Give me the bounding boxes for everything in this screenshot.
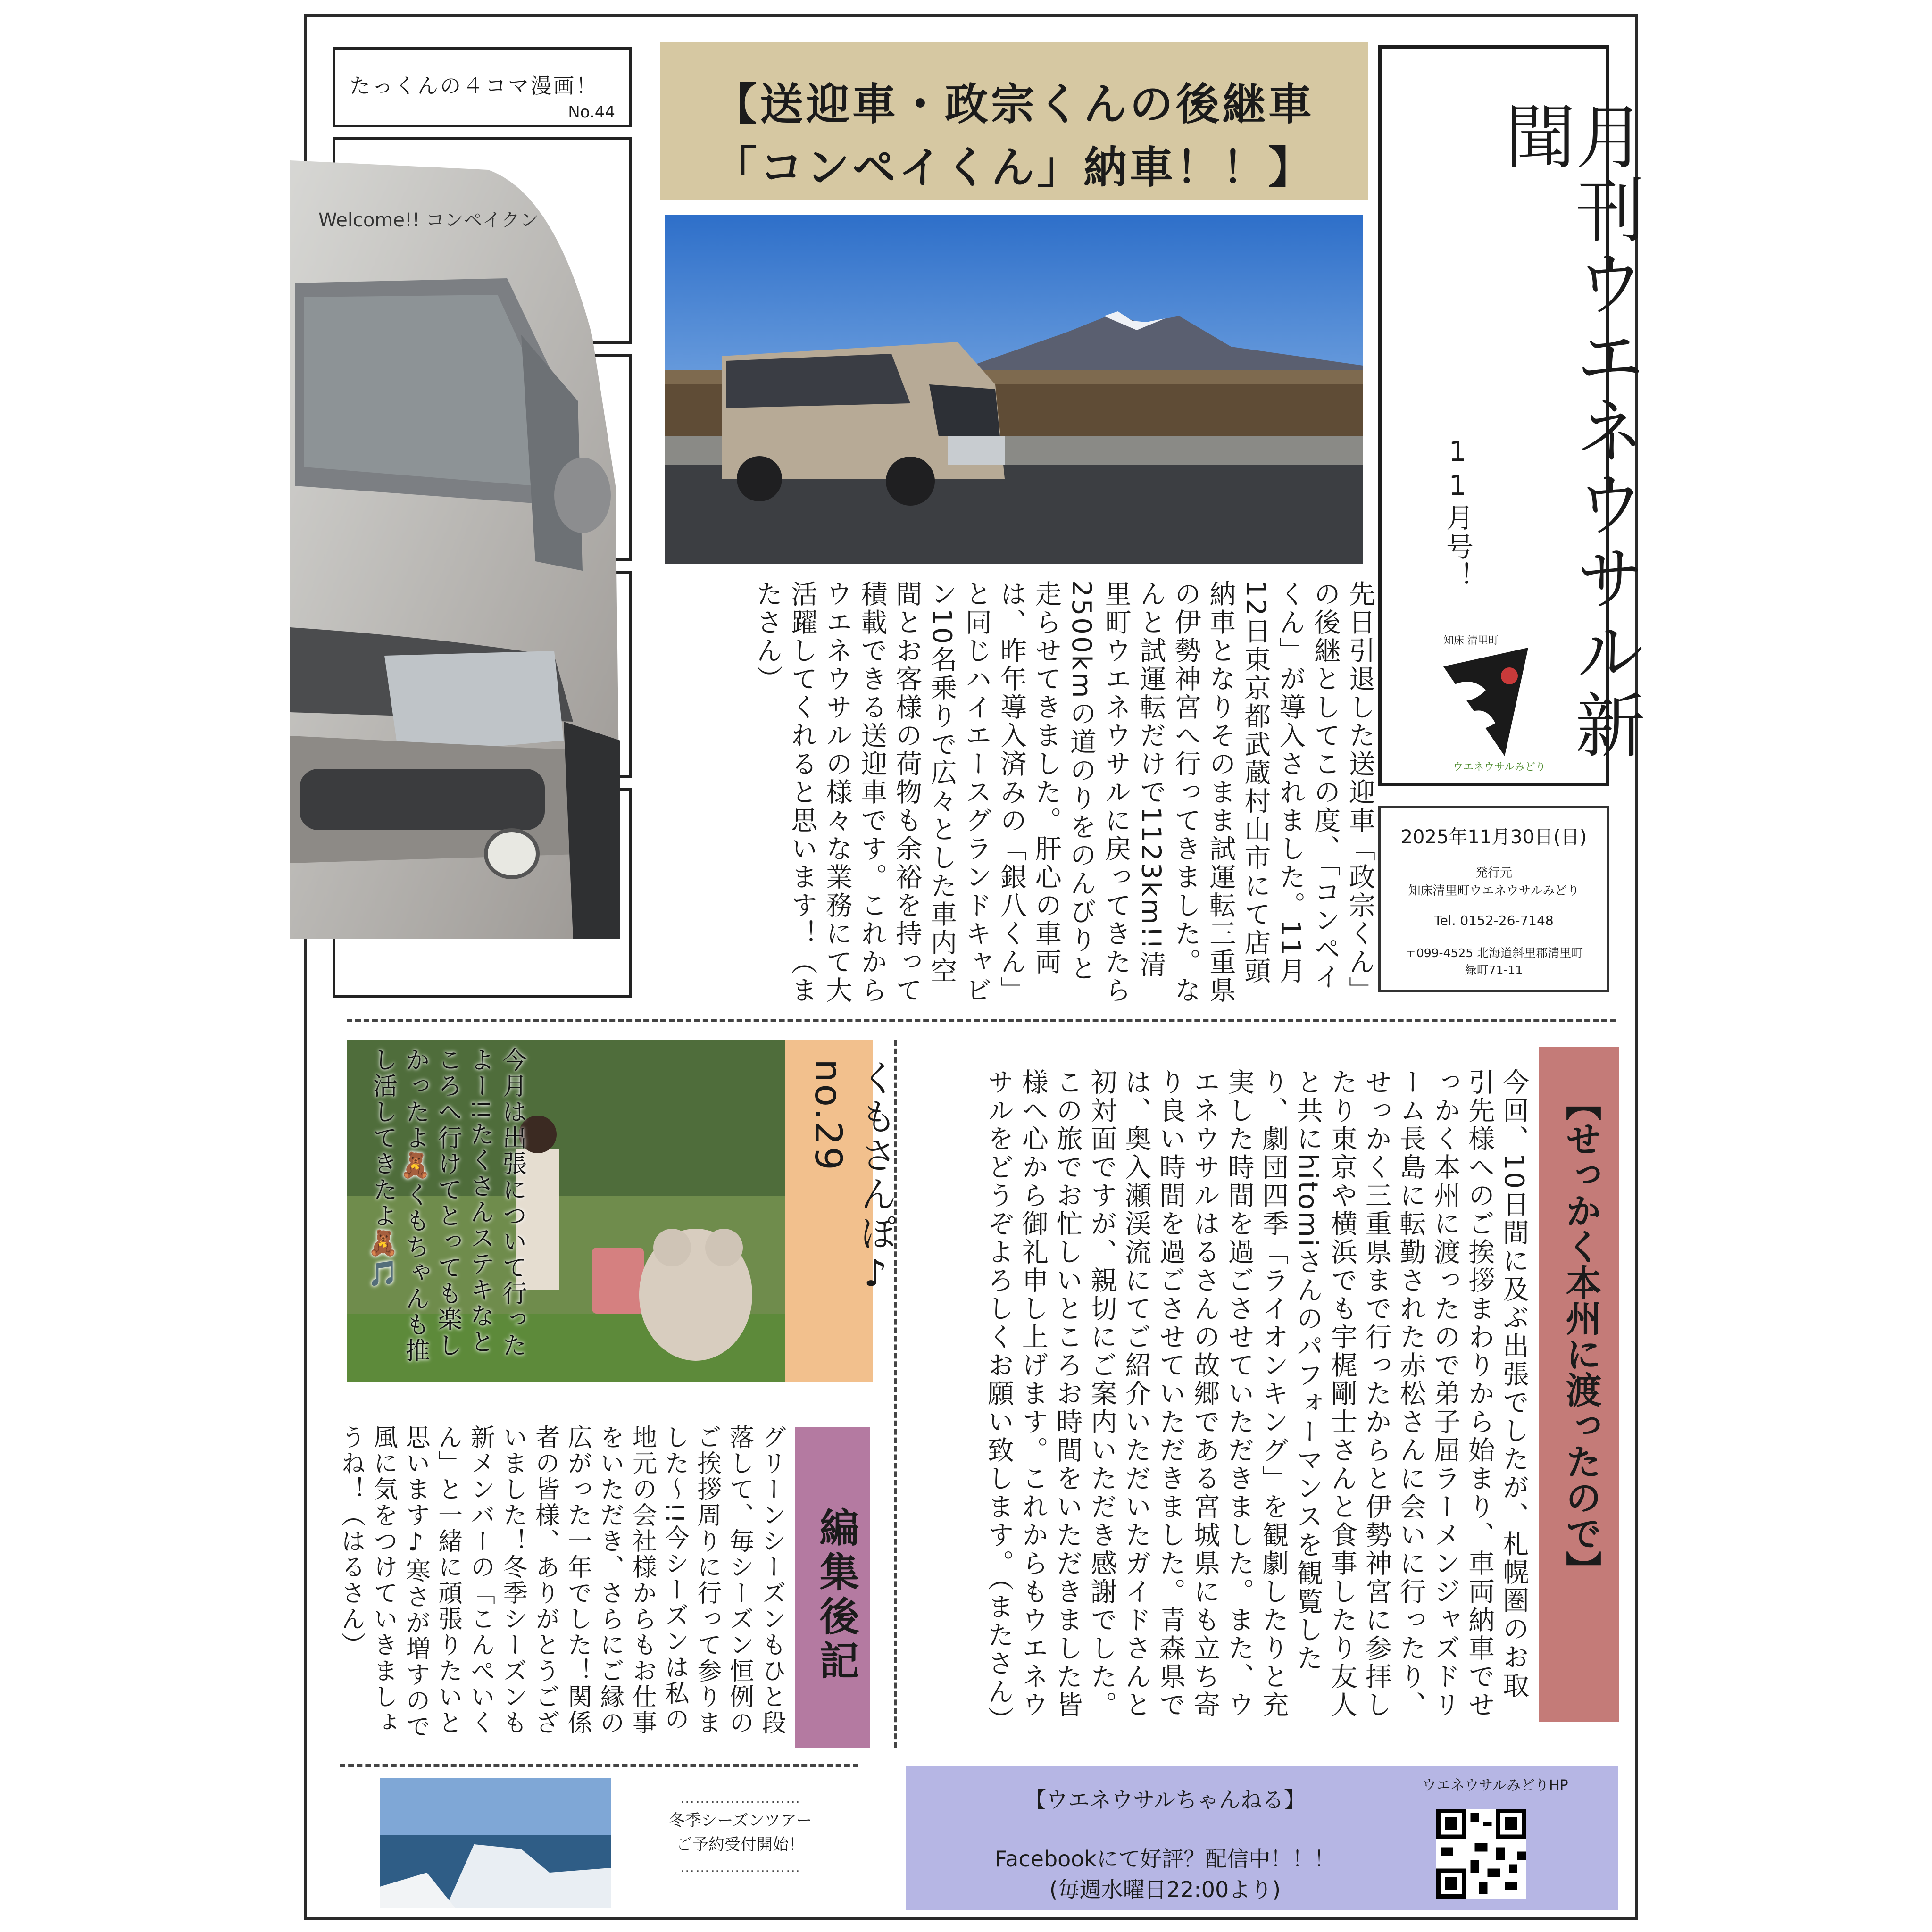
comic-handwriting: Welcome!! コンペイクン [318,209,539,231]
channel-line-1: Facebookにて好評？配信中！！！ [994,1846,1336,1872]
company-logo [1439,633,1547,775]
article-honshu-tag [1539,1047,1619,1722]
kumo-title: くもさんぽ♪ no.29 [807,1059,897,1297]
logo-text-top: 知床 清里町 [1443,635,1499,647]
editor-notes-body: グリーンシーズンもひと段落して、毎シーズン恒例のご挨拶周りに行って参りました〜!!今シーズンは私の地元の会社様からもお仕事をいただき、さらにご縁の広がった一年でした！関係者の皆様、ありがとうございました！冬季シーズンも新メンバーの「こんぺいくん」と一緒に頑張りたいと思います♪寒さが増すので風に気をつけていきましょうね！（はるさん） [336,1424,786,1740]
address-block [1381,945,1607,979]
phone-number: Tel. 0152-26-7148 [1434,913,1554,928]
issue-date: 2025年11月30日(日) [1400,826,1587,848]
editor-title: 編集後記 [813,1507,859,1684]
issue-label: 11月号！ [1441,435,1474,591]
publisher-name: 知床清里町ウエネウサルみどり [1408,883,1580,898]
headline-line-2: 「コンペイくん」納車！！】 [713,142,1315,193]
channel-title: 【ウエネウサルちゃんねる】 [1024,1787,1306,1813]
winter-photo [380,1778,611,1908]
newspaper-title: 月刊ウエネウサル新聞 [1494,100,1645,763]
divider-horizontal [347,1019,1616,1022]
article-honshu-title: 【せっかく本州に渡ったので】 [1560,1085,1602,1587]
logo-text-bottom: ウエネウサルみどり [1453,761,1546,773]
address-line-1: 〒099-4525 北海道斜里郡清里町 [1404,946,1583,960]
winter-tour-line-2: ご予約受付開始！ [676,1835,805,1854]
divider-bottom [340,1764,858,1767]
van-photo [665,215,1363,564]
comic-title: たっくんの４コマ漫画！ [350,74,599,98]
article-honshu-body: 今回、10日間に及ぶ出張でしたが、札幌圏のお取引先様へのご挨拶まわりから始まり、車両納車でせっかく本州に渡ったので弟子屈ラーメンジャズドリーム長島に転勤された赤松さんに会いに行ったり、せっかく三重県まで行ったからと伊勢神宮に参拝したり東京や横浜でも宇梶剛士さんと食事したり友人と共にhitomiさんのパフォーマンスを観覧したり、劇団四季「ライオンキング」を観劇したりと充実した時間を過ごさせていただきました。また、ウエネウサルはるさんの故郷である宮城県にも立ち寄り良い時間を過ごさせていただきました。青森県では、奥入瀬渓流にてご紹介いただいたガイドさんと初対面ですが、親切にご案内いただき感謝でした。この旅でお忙しいところお時間をいただきました皆様へ心から御礼申し上げます。これからもウエネウサルをどうぞよろしくお願い致します。（またさん） [983,1068,1529,1734]
winter-tour-notice [646,1788,835,1891]
publisher-block [1381,865,1607,900]
comic-number: No.44 [568,103,615,122]
dots-top: …………………… [680,1790,801,1807]
kumo-tag [785,1040,897,1382]
qr-code-icon[interactable] [1436,1809,1526,1899]
address-line-2: 緑町71-11 [1465,963,1523,977]
winter-tour-line-1: 冬季シーズンツアー [669,1811,812,1830]
comic-title-box [333,47,632,127]
masthead [1378,45,1645,786]
van-illustration [290,156,630,939]
channel-line-2: (毎週水曜日22:00より) [1049,1877,1281,1902]
homepage-label: ウエネウサルみどりHP [1422,1777,1568,1794]
editor-tag [795,1427,870,1748]
headline-banner [660,42,1368,200]
publisher-label: 発行元 [1475,866,1512,880]
article-van-delivery: 先日引退した送迎車「政宗くん」の後継としてこの度、「コンペイくん」が導入されました。11月12日東京都武蔵村山市にて店頭納車となりそのまま試運転三重県の伊勢神宮へ行ってきました。なんと試運転だけで1123km!!清里町ウエネウサルに戻ってきたら2500kmの道のりをのんびりと走らせてきました。肝心の車両は、昨年導入済みの「銀八くん」と同じハイエースグランドキャビン10名乗りで広々とした車内空間とお客様の荷物も余裕を持って積載できる送迎車です。これからウエネウサルの様々な業務にて大活躍してくれると思います！（またさん） [752,580,1375,1005]
headline-line-1: 【送迎車・政宗くんの後継車 [713,79,1315,130]
dots-bottom: …………………… [680,1859,801,1876]
publication-info [1378,806,1609,992]
kumo-text: 今月は出張について行ったよー!!たくさんステキなところへ行けてとっても楽しかったよ🧸くもちゃんも推し活してきたよ🧸🎵 [368,1047,526,1364]
